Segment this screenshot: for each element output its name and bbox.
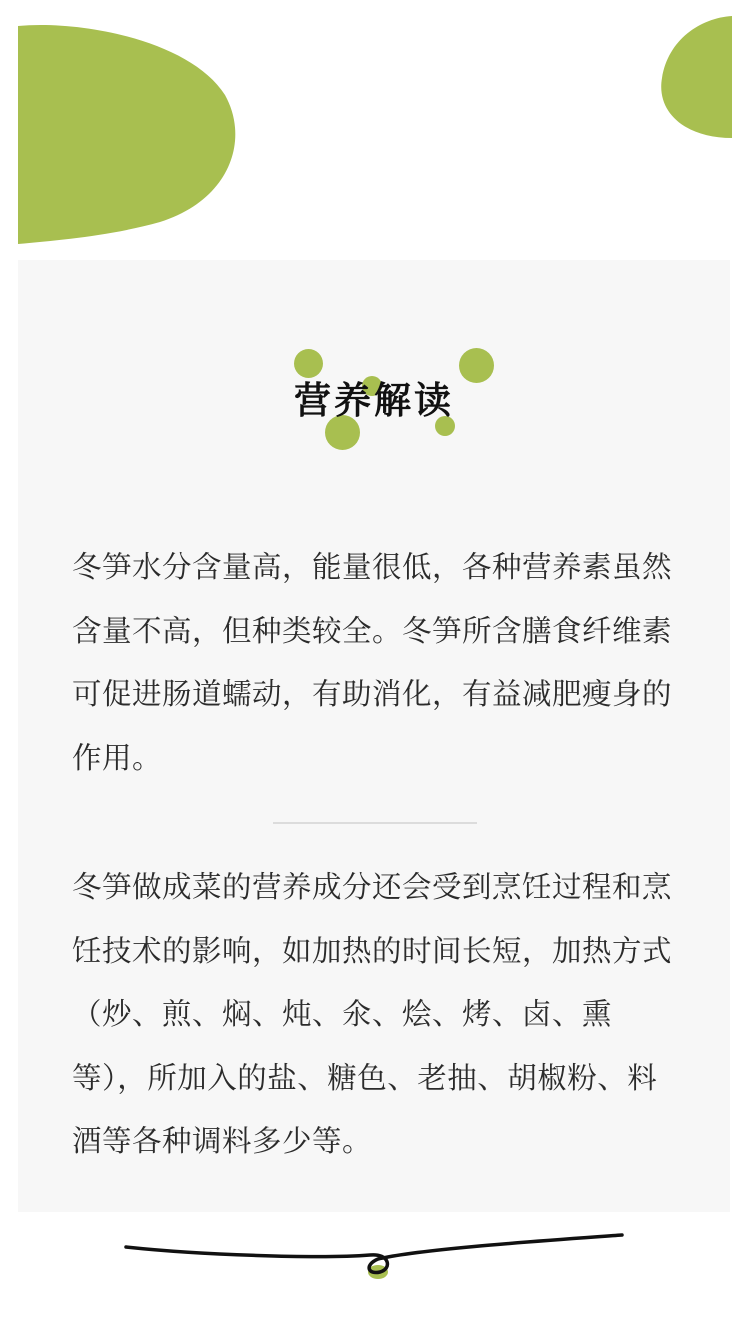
section-heading [18, 346, 730, 456]
divider [273, 822, 477, 824]
paragraph-1: 冬笋水分含量高，能量很低，各种营养素虽然含量不高，但种类较全。冬笋所含膳食纤维素可促进肠道蠕动，有助消化，有益减肥瘦身的作用。 [72, 550, 673, 775]
green-blob-top-left [0, 0, 260, 260]
paragraph-2: 冬笋做成菜的营养成分还会受到烹饪过程和烹饪技术的影响，如加热的时间长短，加热方式（炒、煎、焖、炖、氽、烩、烤、卤、熏等），所加入的盐、糖色、老抽、胡椒粉、料酒等各种调料多少等。 [72, 870, 673, 1158]
green-blob-top-right [640, 0, 750, 160]
section-title: 营养解读 [294, 379, 454, 422]
squiggle-line [120, 1225, 630, 1285]
nutrition-card [18, 260, 730, 1212]
